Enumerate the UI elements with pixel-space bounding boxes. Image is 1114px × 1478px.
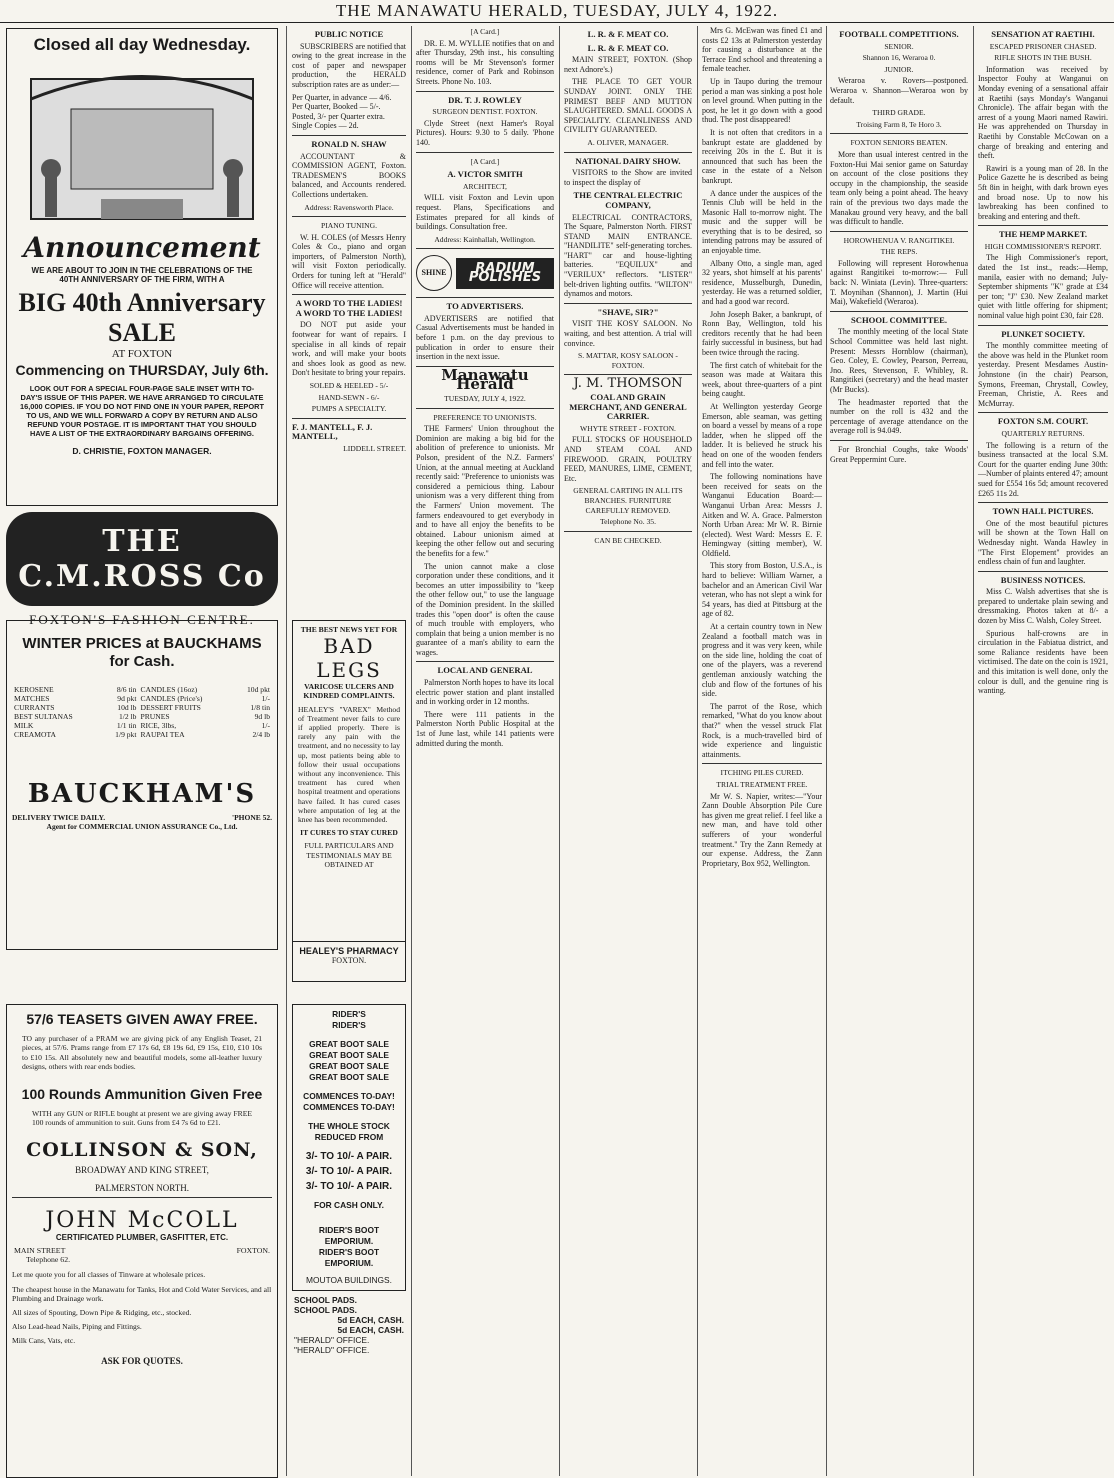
business-text: Miss C. Walsh advertises that she is prepared to undertake plain sewing and dressmaking. Photos taken at 8/- a dozen by Miss C. Walsh, Coley Street.	[978, 587, 1108, 626]
sewn-price: HAND-SEWN - 6/-	[318, 392, 380, 402]
healey-pharmacy	[292, 942, 406, 982]
committee-text-2: The headmaster reported that the number on the roll is 432 and the percentage of average attendance on the average roll is 94.049.	[830, 397, 968, 436]
price-cell: CURRANTS	[14, 703, 55, 712]
card-label-2: [A Card.]	[470, 156, 500, 166]
news-item: It is not often that creditors in a bankrupt estate are gladdened by receiving 20s in the £. But it is announced that such has been the case in the estate of a Nelson bankrupt.	[702, 127, 822, 185]
agent-text: Agent for COMMERCIAL UNION ASSURANCE Co., Ltd.	[46, 822, 238, 831]
moutoa-buildings: MOUTOA BUILDINGS.	[306, 1275, 392, 1285]
rowley-name: DR. T. J. ROWLEY	[448, 94, 522, 105]
junior-label: JUNIOR.	[884, 64, 914, 74]
collinson-name: COLLINSON & SON,	[26, 1139, 258, 1162]
school-pads-2: SCHOOL PADS.	[294, 1305, 357, 1315]
carting-text: GENERAL CARTING IN ALL ITS BRANCHES. FURNITURE CAREFULLY REMOVED.	[573, 486, 683, 515]
price-cell: 1/9 pkt	[115, 730, 137, 739]
thomson-tel: Telephone No. 35.	[600, 517, 656, 527]
hemp-heading: THE HEMP MARKET.	[999, 229, 1087, 240]
ross-tagline: FOXTON'S FASHION CENTRE.	[29, 612, 255, 627]
pads-price-2: 5d EACH, CASH.	[337, 1325, 404, 1335]
ladies-heading: A WORD TO THE LADIES! A WORD TO THE LADIES!	[295, 298, 403, 318]
cough-ad: For Bronchial Coughs, take Woods' Great Peppermint Cure.	[830, 444, 968, 464]
column-3	[416, 26, 554, 1472]
column-3b	[564, 26, 692, 1472]
can-be-checked: CAN BE CHECKED.	[594, 535, 662, 545]
column-2-top	[292, 26, 406, 616]
mccoll-line: Let me quote you for all classes of Tinware at wholesale prices.	[12, 1270, 206, 1280]
news-item: The first catch of whitebait for the season was made at Waitara this week, about three-quarters of a pint being caught.	[702, 360, 822, 399]
horowhenua-heading: HOROWHENUA V. RANGITIKEI.	[843, 235, 955, 245]
smith-text: WILL visit Foxton and Levin upon request. Plans, Specifications and Estimates prepared for all kinds of buildings. Consultation free.	[416, 193, 554, 232]
commences-today: COMMENCES TO-DAY!	[303, 1091, 395, 1101]
price-cell: CANDLES (16oz)	[140, 685, 198, 694]
boot-emporium-2: RIDER'S BOOT EMPORIUM.	[318, 1247, 380, 1268]
news-item: Up in Taupo during the tremour period a man was sinking a post hole on level ground. When putting in the post, he let it go down with a good thud. The post disappeared!	[702, 76, 822, 125]
column-rule	[559, 26, 560, 1476]
price-table	[12, 685, 272, 739]
intro-text: WE ARE ABOUT TO JOIN IN THE CELEBRATIONS OF THE 40TH ANNIVERSARY OF THE FIRM, WITH A	[31, 266, 253, 284]
mccoll-trade: CERTIFICATED PLUMBER, GASFITTER, ETC.	[55, 1233, 229, 1243]
news-item: A dance under the auspices of the Tennis Club will be held in the Masonic Hall to-morrow night. The music and the supper will be everything that is to be desired, so intending patrons may be assured of an enjoyable time.	[702, 188, 822, 256]
column-rule	[973, 26, 974, 1476]
price-cell: PRUNES	[140, 712, 170, 721]
teasets-text: TO any purchaser of a PRAM we are giving pick of any English Teaset, 21 pieces, at 57/6. Prams range from £7 17s 6d, £8 19s 6d, £9 15s, £10, £10 10s to £10 15s. All absolutely new and beautiful models, some all-leather luxury designs, others with rear ends bodies.	[22, 1034, 262, 1072]
sensation-text-2: Rawiri is a young man of 28. In the Police Gazette he is described as being 5ft 8in in height, with dark brown eyes and broad nose. Up to now his lawbreaking has been confined to breaking and entering and theft.	[978, 163, 1108, 221]
bauckham-name: BAUCKHAM'S	[27, 779, 257, 809]
senior-label: SENIOR.	[884, 41, 914, 51]
shave-text: VISIT THE KOSY SALOON. No waiting, and best attention. A trial will convince.	[564, 319, 692, 348]
bauckham-ad	[6, 620, 278, 950]
ross-logo: THE C.M.ROSS Co	[6, 512, 278, 606]
meat-co-address: MAIN STREET, FOXTON. (Shop next Adnore's.)	[564, 55, 692, 74]
football-heading: FOOTBALL COMPETITIONS.	[839, 29, 959, 39]
plunket-text: The monthly committee meeting of the above was held in the Plunket room yesterday. Present Mesdames Austin-Johnstone (in the chair) Pearson, Symons, Freeman, Chrystall, Cowley, Freeman, Christie, A. Rees and McMurray.	[978, 341, 1108, 408]
mccoll-tel: Telephone 62.	[26, 1255, 71, 1265]
hemp-text: The High Commissioner's report, dated the 1st inst., reads:—Hemp, manila, easier with no demand; July-September shipments "K" grade at £34 per ton; "J" £30. New Zealand market quiet with little offering for shipment; nominal value high point £30, fair £28.	[978, 253, 1108, 321]
mccoll-line: All sizes of Spouting, Down Pipe & Ridging, etc., stocked.	[12, 1308, 192, 1318]
great-boot-sale: GREAT BOOT SALE	[309, 1039, 389, 1049]
thomson-text: FULL STOCKS OF HOUSEHOLD AND STEAM COAL AND FIREWOOD. GRAIN, POULTRY FEED, MANURES, LIME, CEMENT, Etc.	[564, 435, 692, 483]
returns-heading: QUARTERLY RETURNS.	[1001, 428, 1085, 438]
great-boot-sale-4: GREAT BOOT SALE	[309, 1072, 389, 1082]
price-cell: 1/1 tin	[116, 721, 137, 730]
reps-heading: THE REPS.	[880, 247, 918, 257]
trial-heading: TRIAL TREATMENT FREE.	[716, 779, 808, 789]
smith-name: A. VICTOR SMITH	[447, 169, 523, 180]
escaped-heading: ESCAPED PRISONER CHASED.	[989, 41, 1097, 51]
pictures-text: One of the most beautiful pictures will be shown at the Town Hall on Wednesday night. Wanda Hawley in "The First Elopement" provides an endless chain of fun and laughter.	[978, 518, 1108, 567]
meat-co-heading-2: L. R. & F. MEAT CO.	[587, 42, 669, 53]
card-label: [A Card.]	[470, 27, 500, 36]
at-foxton: AT FOXTON	[111, 348, 173, 360]
beaten-text: More than usual interest centred in the Foxton-Hui Mai senior game on Saturday on account of the close positions they occupy in the championship, the seaside team only being a point ahead. The heavy rain of the previous two days made the Manakau ground very heavy, and the ball was difficult to handle.	[830, 149, 968, 227]
business-text-2: Spurious half-crowns are in circulation in the Fabiatua district, and some Raliance residents have been victimised. The date on the coin is 1921, and this imitation is well done, only the colour is dull, and the genuine ring is wanting.	[978, 628, 1108, 696]
mccoll-name: JOHN McCOLL	[45, 1208, 239, 1234]
bad-legs-text: HEALEY'S "VAREX" Method of Treatment never fails to cure if applied properly. There is rarely any pain with the treatment, and no necessity to lay up, most patients being able to follow their usual occupations without any inconvenience. This treatment has cured when hospital treatment and operations have failed. It has cured cases where amputation of leg at the knee has been recommended.	[298, 704, 400, 825]
whole-stock: THE WHOLE STOCK	[308, 1121, 390, 1131]
hc-heading: HIGH COMMISSIONER'S REPORT.	[984, 241, 1102, 251]
herald-office: "HERALD" OFFICE.	[294, 1335, 370, 1345]
mantell-heading: F. J. MANTELL, F. J. MANTELL,	[292, 421, 373, 442]
rate-line: Posted, 3/- per Quarter extra.	[292, 111, 385, 121]
rate-line: Per Quarter, in advance — 4/6.	[292, 92, 392, 102]
preference-heading: PREFERENCE TO UNIONISTS.	[433, 412, 537, 422]
collinson-ad	[6, 1004, 278, 1478]
sale-word: SALE	[108, 318, 176, 347]
rates-list	[292, 93, 406, 131]
price-row	[12, 712, 272, 721]
sensation-heading: SENSATION AT RAETIHI.	[991, 29, 1095, 39]
price-cell: 9d lb	[254, 712, 270, 721]
mccoll-line: The cheapest house in the Manawatu for Tanks, Hot and Cold Water Services, and all Plumbing and Drainage work.	[12, 1284, 272, 1303]
news-item: At Wellington yesterday George Emerson, able seaman, was getting on board a vessel by means of a rope ladder, when he slipped off the ladder. It is believed he struck his head on one of the wooden fenders and fell into the water.	[702, 401, 822, 469]
particulars: FULL PARTICULARS AND TESTIMONIALS MAY BE OBTAINED AT	[304, 841, 394, 869]
announcement-title: Announcement	[23, 231, 261, 264]
teasets-title: 57/6 TEASETS GIVEN AWAY FREE.	[26, 1011, 258, 1027]
column-5	[830, 26, 968, 1472]
closed-wednesday: Closed all day Wednesday.	[33, 35, 251, 54]
mattar-name: S. MATTAR, KOSY SALOON - FOXTON.	[578, 351, 678, 370]
price-cell: MILK	[14, 721, 34, 730]
electric-text: ELECTRICAL CONTRACTORS, The Square, Palmerston North. FIRST STAND MAIN ENTRANCE. "HANDILITE" self-generating torches. "HART" car and house-lighting batteries. "EQUILUX" and "VERILUX" reflectors. "LISTER" belt-driven lighting outfits. "WILTON" dynamos and motors.	[564, 212, 692, 299]
column-4	[702, 26, 822, 1472]
healey-town: FOXTON.	[331, 956, 367, 965]
herald-office-2: "HERALD" OFFICE.	[294, 1345, 370, 1355]
cures-stay: IT CURES TO STAY CURED	[300, 828, 398, 838]
price-cell: 10d pkt	[247, 685, 270, 694]
mccoll-street: MAIN STREET	[14, 1246, 66, 1256]
bauckham-title: WINTER PRICES at BAUCKHAMS for Cash.	[22, 635, 262, 670]
preference-text-2: The union cannot make a close corporation under these conditions, and it becomes an utter impossibility to "keep the other fellow out," to use the language of the Dominion president. In the skilled trades this "open door" is often the cause of much trouble with employers, who complain that being a union member is no guarantee of a man's ability to earn the wages.	[416, 561, 554, 657]
price-cell: MATCHES	[14, 694, 50, 703]
mccoll-lines	[12, 1270, 272, 1345]
bad-legs-top: THE BEST NEWS YET FOR	[300, 625, 398, 634]
price-row	[12, 685, 272, 694]
price-cell: 1/-	[261, 721, 270, 730]
local-text-2: There were 111 patients in the Palmerston North Public Hospital at the 1st of June last, while 141 patients were admitted during the month.	[416, 709, 554, 748]
phone-text: 'PHONE 52.	[231, 813, 272, 822]
dairy-show-heading: NATIONAL DAIRY SHOW.	[575, 155, 681, 166]
healey-name: HEALEY'S PHARMACY	[299, 946, 399, 956]
news-item: Albany Otto, a single man, aged 32 years, shot himself at his parents' residence, Musselburgh, Dunedin, yesterday. He was a returned soldier, and had a good war record.	[702, 258, 822, 307]
smith-address: Address: Kainhallah, Wellington.	[434, 234, 536, 244]
cash-only: FOR CASH ONLY.	[314, 1200, 384, 1210]
lookout-text: LOOK OUT FOR A SPECIAL FOUR-PAGE SALE INSET WITH TO-DAY'S ISSUE OF THIS PAPER. WE HAVE ARRANGED TO CIRCULATE 16,000 COPIES. IF YOU DO NOT FIND ONE IN YOUR PAPER, REPORT TO US, AND WE WILL FORWARD A COPY BY RETURN AND ALSO REFUND YOUR POSTAGE. IT IS IMPORTANT THAT YOU SHOULD HAVE A LIST OF THE EXTRAORDINARY BARGAINS OFFERING.	[20, 384, 264, 438]
wyllie-notice: DR. E. M. WYLLIE notifies that on and after Thursday, 29th inst., his consulting rooms will be Mr Stevenson's former residence, corner of Park and Robinson Streets. Phone No. 103.	[416, 38, 554, 86]
piano-heading: PIANO TUNING.	[321, 221, 377, 231]
price-cell: 10d lb	[117, 703, 137, 712]
stage-illustration	[11, 59, 273, 229]
price-cell: 2/4 lb	[252, 730, 270, 739]
liddell-street: LIDDELL STREET.	[343, 443, 406, 453]
column-rule	[411, 26, 412, 1476]
piano-text: W. H. COLES (of Messrs Henry Coles & Co., piano and organ importers, of Palmerston North), will visit Foxton periodically. Orders for tuning left at "Herald" Office will receive attention.	[292, 232, 406, 290]
pair-price-2: 3/- TO 10/- A PAIR.	[305, 1166, 393, 1177]
pictures-heading: TOWN HALL PICTURES.	[992, 506, 1094, 517]
school-pads: SCHOOL PADS.	[294, 1295, 357, 1305]
column-6	[978, 26, 1108, 1472]
price-cell: 1/-	[261, 694, 270, 703]
price-cell: BEST SULTANAS	[14, 712, 73, 721]
sensation-text: Information was received by Inspector Fouhy at Wanganui on Monday evening of a sensational affair at Raetihi (says Monday's Wanganui Chronicle). The affair began with the arrest of a young Maori named Rawiri. He was apprehended on Thursday in Raetihi by Constable McCowan on a charge of breaking and entering and theft.	[978, 64, 1108, 161]
boot-emporium: RIDER'S BOOT EMPORIUM.	[318, 1225, 380, 1246]
advertisers-heading: TO ADVERTISERS.	[446, 301, 524, 312]
price-cell: RAUPAI TEA	[140, 730, 185, 739]
great-boot-sale-3: GREAT BOOT SALE	[309, 1061, 389, 1071]
shine-tin: SHINE	[416, 255, 452, 291]
commences-today-2: COMMENCES TO-DAY!	[303, 1102, 395, 1112]
ask-quotes: ASK FOR QUOTES.	[101, 1355, 183, 1366]
reps-text: Following will represent Horowhenua against Rangitikei to-morrow:— Full back: N. Winiata (Levin). Three-quarters: T. Moynihan (Shannon), J. Martin (Hui Mai), Wakefield (Weraroa).	[830, 258, 968, 307]
pair-price: 3/- TO 10/- A PAIR.	[305, 1151, 393, 1162]
price-cell: CANDLES (Price's)	[140, 694, 203, 703]
masthead: THE MANAWATU HERALD, TUESDAY, JULY 4, 1922.	[0, 0, 1114, 23]
local-general-heading: LOCAL AND GENERAL	[437, 665, 533, 676]
rowley-text: Clyde Street (next Hamer's Royal Pictures). Hours: 9.30 to 5 daily. 'Phone 140.	[416, 118, 554, 147]
thomson-role: COAL AND GRAIN MERCHANT, AND GENERAL CARRIER.	[569, 392, 687, 422]
ladies-text: DO NOT put aside your footwear for want of repairs. I specialise in all kinds of repair work, and will make your boots and shoes look as good as new. Don't hesitate to bring your repairs.	[292, 320, 406, 378]
news-item: Mrs G. McEwan was fined £1 and costs £2 13s at Palmerston yesterday for causing a disturbance at the Terrace End school and threatening a female teacher.	[702, 26, 822, 74]
rowley-role: SURGEON DENTIST. FOXTON.	[432, 107, 538, 117]
junior-result: Weraroa v. Rovers—postponed. Weraroa v. Shannon—Weraroa won by default.	[830, 76, 968, 105]
plunket-heading: PLUNKET SOCIETY.	[1001, 328, 1085, 339]
column-rule	[697, 26, 698, 1476]
pair-price-3: 3/- TO 10/- A PAIR.	[305, 1181, 393, 1192]
price-cell: 1/2 lb	[118, 712, 137, 721]
smith-role: ARCHITECT,	[463, 181, 507, 191]
radium-logo	[416, 255, 554, 291]
price-cell: 9d pkt	[117, 694, 137, 703]
rifle-heading: RIFLE SHOTS IN THE BUSH.	[994, 53, 1092, 63]
column-rule	[286, 26, 287, 1476]
riders-name: RIDER'S	[332, 1009, 366, 1019]
news-item: John Joseph Baker, a bankrupt, of Ronn Bay, Wellington, told his creditors recently that he had been fairly successful in business, but had been twice through the racing.	[702, 309, 822, 357]
riders-name-2: RIDER'S	[332, 1020, 366, 1030]
news-item: The parrot of the Rose, which remarked, "What do you know about that?" when the vessel struck Flat Rock, is a much-travelled bird of wide experience and linguistic attainments.	[702, 701, 822, 759]
committee-text: The monthly meeting of the local State School Committee was held last night. Present: Messrs Hornblow (chairman), Geo. Coley, E. Cowley, Pearson, Perreau, Jno. Rees, Stevenson, F. Whibley, R. Rangitikei (secretary) and the head master (Mr Bucks).	[830, 327, 968, 394]
thomson-name: J. M. THOMSON	[573, 376, 683, 392]
bad-legs-title: BAD LEGS	[316, 634, 382, 683]
christie-sale-ad	[6, 28, 278, 506]
price-cell: 1/8 tin	[250, 703, 270, 712]
herald-nameplate: Manawatu Herald	[441, 365, 529, 394]
soled-price: SOLED & HEELED - 5/-	[309, 381, 389, 390]
senior-result: Shannon 16, Weraroa 0.	[862, 53, 936, 63]
reduced-from: REDUCED FROM	[314, 1132, 384, 1142]
price-row	[12, 703, 272, 712]
preference-text: THE Farmers' Union throughout the Dominion are making a big bid for the abolition of preference to unionists. Mr Polson, president of the N.Z. Farmers' Union, at the annual meeting at Auckland recently said: "Preference to unionists was considered a pernicious thing. Labour unionism was a very different thing from the Farmers' Union movement. The farmers endeavoured to get everybody in and to have all enjoy the benefits to be obtained. Labour unionism aimed at keeping the other fellow out and securing the benefits for a few."	[416, 424, 554, 558]
shave-heading: "SHAVE, SIR?"	[597, 306, 659, 317]
rate-line: Single Copies — 2d.	[292, 121, 359, 131]
price-cell: 8/6 tin	[116, 685, 137, 694]
court-heading: FOXTON S.M. COURT.	[997, 416, 1089, 427]
price-row	[12, 721, 272, 730]
piles-text: Mr W. S. Napier, writes:—"Your Zann Double Absorption Pile Cure has given me great relief. I feel like a new man, and have told other sufferers of your wonderful treatment." Try the Zann Remedy at our expense. Address, the Zann Proprietary, Box 952, Wellington.	[702, 791, 822, 868]
dairy-text: VISITORS to the Show are invited to inspect the display of	[564, 168, 692, 187]
shaw-heading: RONALD N. SHAW	[311, 138, 387, 149]
commencing-date: Commencing on THURSDAY, July 6th.	[15, 362, 269, 378]
collinson-addr2: PALMERSTON NORTH.	[95, 1183, 189, 1194]
business-heading: BUSINESS NOTICES.	[1000, 574, 1086, 585]
herald-date: TUESDAY, JULY 4, 1922.	[444, 394, 526, 404]
oliver-manager: A. OLIVER, MANAGER.	[587, 137, 669, 147]
radium-polishes: RADIUM POLISHES	[456, 258, 554, 289]
mccoll-line: Also Lead-head Nails, Piping and Fittings.	[12, 1322, 142, 1332]
bad-legs-sub: VARICOSE ULCERS AND KINDRED COMPLAINTS.	[303, 682, 395, 701]
price-row	[12, 730, 272, 739]
rate-line: Per Quarter, Booked — 5/-.	[292, 102, 381, 112]
meat-co-heading: L. R. & F. MEAT CO.	[587, 29, 669, 39]
public-notice-text: SUBSCRIBERS are notified that owing to the great increase in the cost of paper and newspaper production, the HERALD subscription rates are as under:—	[292, 41, 406, 89]
big-40th: BIG 40th Anniversary	[18, 288, 266, 317]
christie-manager: D. CHRISTIE, FOXTON MANAGER.	[72, 446, 212, 456]
shaw-text: ACCOUNTANT & COMMISSION AGENT, Foxton. TRADESMEN'S BOOKS balanced, and Accounts rendered. Collections undertaken.	[292, 151, 406, 199]
collinson-addr1: BROADWAY AND KING STREET,	[75, 1165, 209, 1176]
delivery-text: DELIVERY TWICE DAILY.	[12, 813, 106, 822]
price-cell: CREAMOTA	[14, 730, 57, 739]
bad-legs-ad	[292, 620, 406, 942]
advertisers-text: ADVERTISERS are notified that Casual Advertisements must be handed in before 1 p.m. on the day previous to publication in order to ensure their insertion in the next issue.	[416, 313, 554, 362]
price-row	[12, 694, 272, 703]
price-cell: DESSERT FRUITS	[140, 703, 201, 712]
mccoll-line: Milk Cans, Vats, etc.	[12, 1336, 76, 1346]
thomson-address: WHYTE STREET - FOXTON.	[580, 423, 676, 433]
mccoll-town: FOXTON.	[236, 1246, 270, 1256]
great-boot-sale-2: GREAT BOOT SALE	[309, 1050, 389, 1060]
ross-logo-ad	[6, 512, 278, 627]
public-notice-heading: PUBLIC NOTICE	[314, 29, 384, 39]
ammo-title: 100 Rounds Ammunition Given Free	[21, 1085, 263, 1102]
ammo-text: WITH any GUN or RIFLE bought at present we are giving away FREE 100 rounds of ammunition to suit. Guns from £4 7s 6d to £21.	[32, 1108, 252, 1128]
third-result: Troising Farm 8, Te Horo 3.	[856, 119, 942, 129]
meat-co-text: THE PLACE TO GET YOUR SUNDAY JOINT. ONLY THE PRIMEST BEEF AND MUTTON SLAUGHTERED. SMALL GOODS A SPECIALITY. CLEANLINESS AND CIVILITY GUARANTEED.	[564, 77, 692, 135]
pumps-specialty: PUMPS A SPECIALTY.	[311, 404, 387, 414]
pads-price: 5d EACH, CASH.	[337, 1315, 404, 1325]
shaw-address: Address: Ravensworth Place.	[304, 202, 394, 212]
committee-heading: SCHOOL COMMITTEE.	[851, 314, 947, 325]
court-text: The following is a return of the business transacted at the local S.M. Court for the quarter ending June 30th:—Number of plaints entered 47; amount sued for £554 16s 5d; amount recovered £265 11s 2d.	[978, 440, 1108, 498]
third-label: THIRD GRADE.	[872, 108, 926, 118]
riders-ad	[292, 1004, 406, 1478]
local-text: Palmerston North hopes to have its local electric power station and plant installed and in working order in 12 months.	[416, 678, 554, 707]
piles-heading: ITCHING PILES CURED.	[720, 768, 804, 778]
seniors-beaten: FOXTON SENIORS BEATEN.	[850, 138, 948, 148]
news-item: At a certain country town in New Zealand a football match was in progress and it was very keen, while on the side line, holding the coat of one of the players, was a reverend gentleman anxiously watching the club and flow of the fortunes of his side.	[702, 622, 822, 699]
column-rule	[826, 26, 827, 1476]
news-item: This story from Boston, U.S.A., is hard to believe: William Warner, a bachelor and an American Civil War veteran, who has not slept a wink for 54 years, has died at Pittsburg at the age of 82.	[702, 561, 822, 619]
central-electric: THE CENTRAL ELECTRIC COMPANY,	[573, 190, 683, 210]
price-cell: RICE, 3lbs,	[140, 721, 177, 730]
news-item: The following nominations have been received for seats on the Wanganui Education Board:—Wanganui Urban Area: Messrs J. Aitken and W. A. Grace. Palmerston North Urban Area: Mr W. R. Birnie (elected). West Ward: Messrs E. F. Hemingway (sitting member), W. Oldfield.	[702, 472, 822, 558]
price-cell: KEROSENE	[14, 685, 54, 694]
